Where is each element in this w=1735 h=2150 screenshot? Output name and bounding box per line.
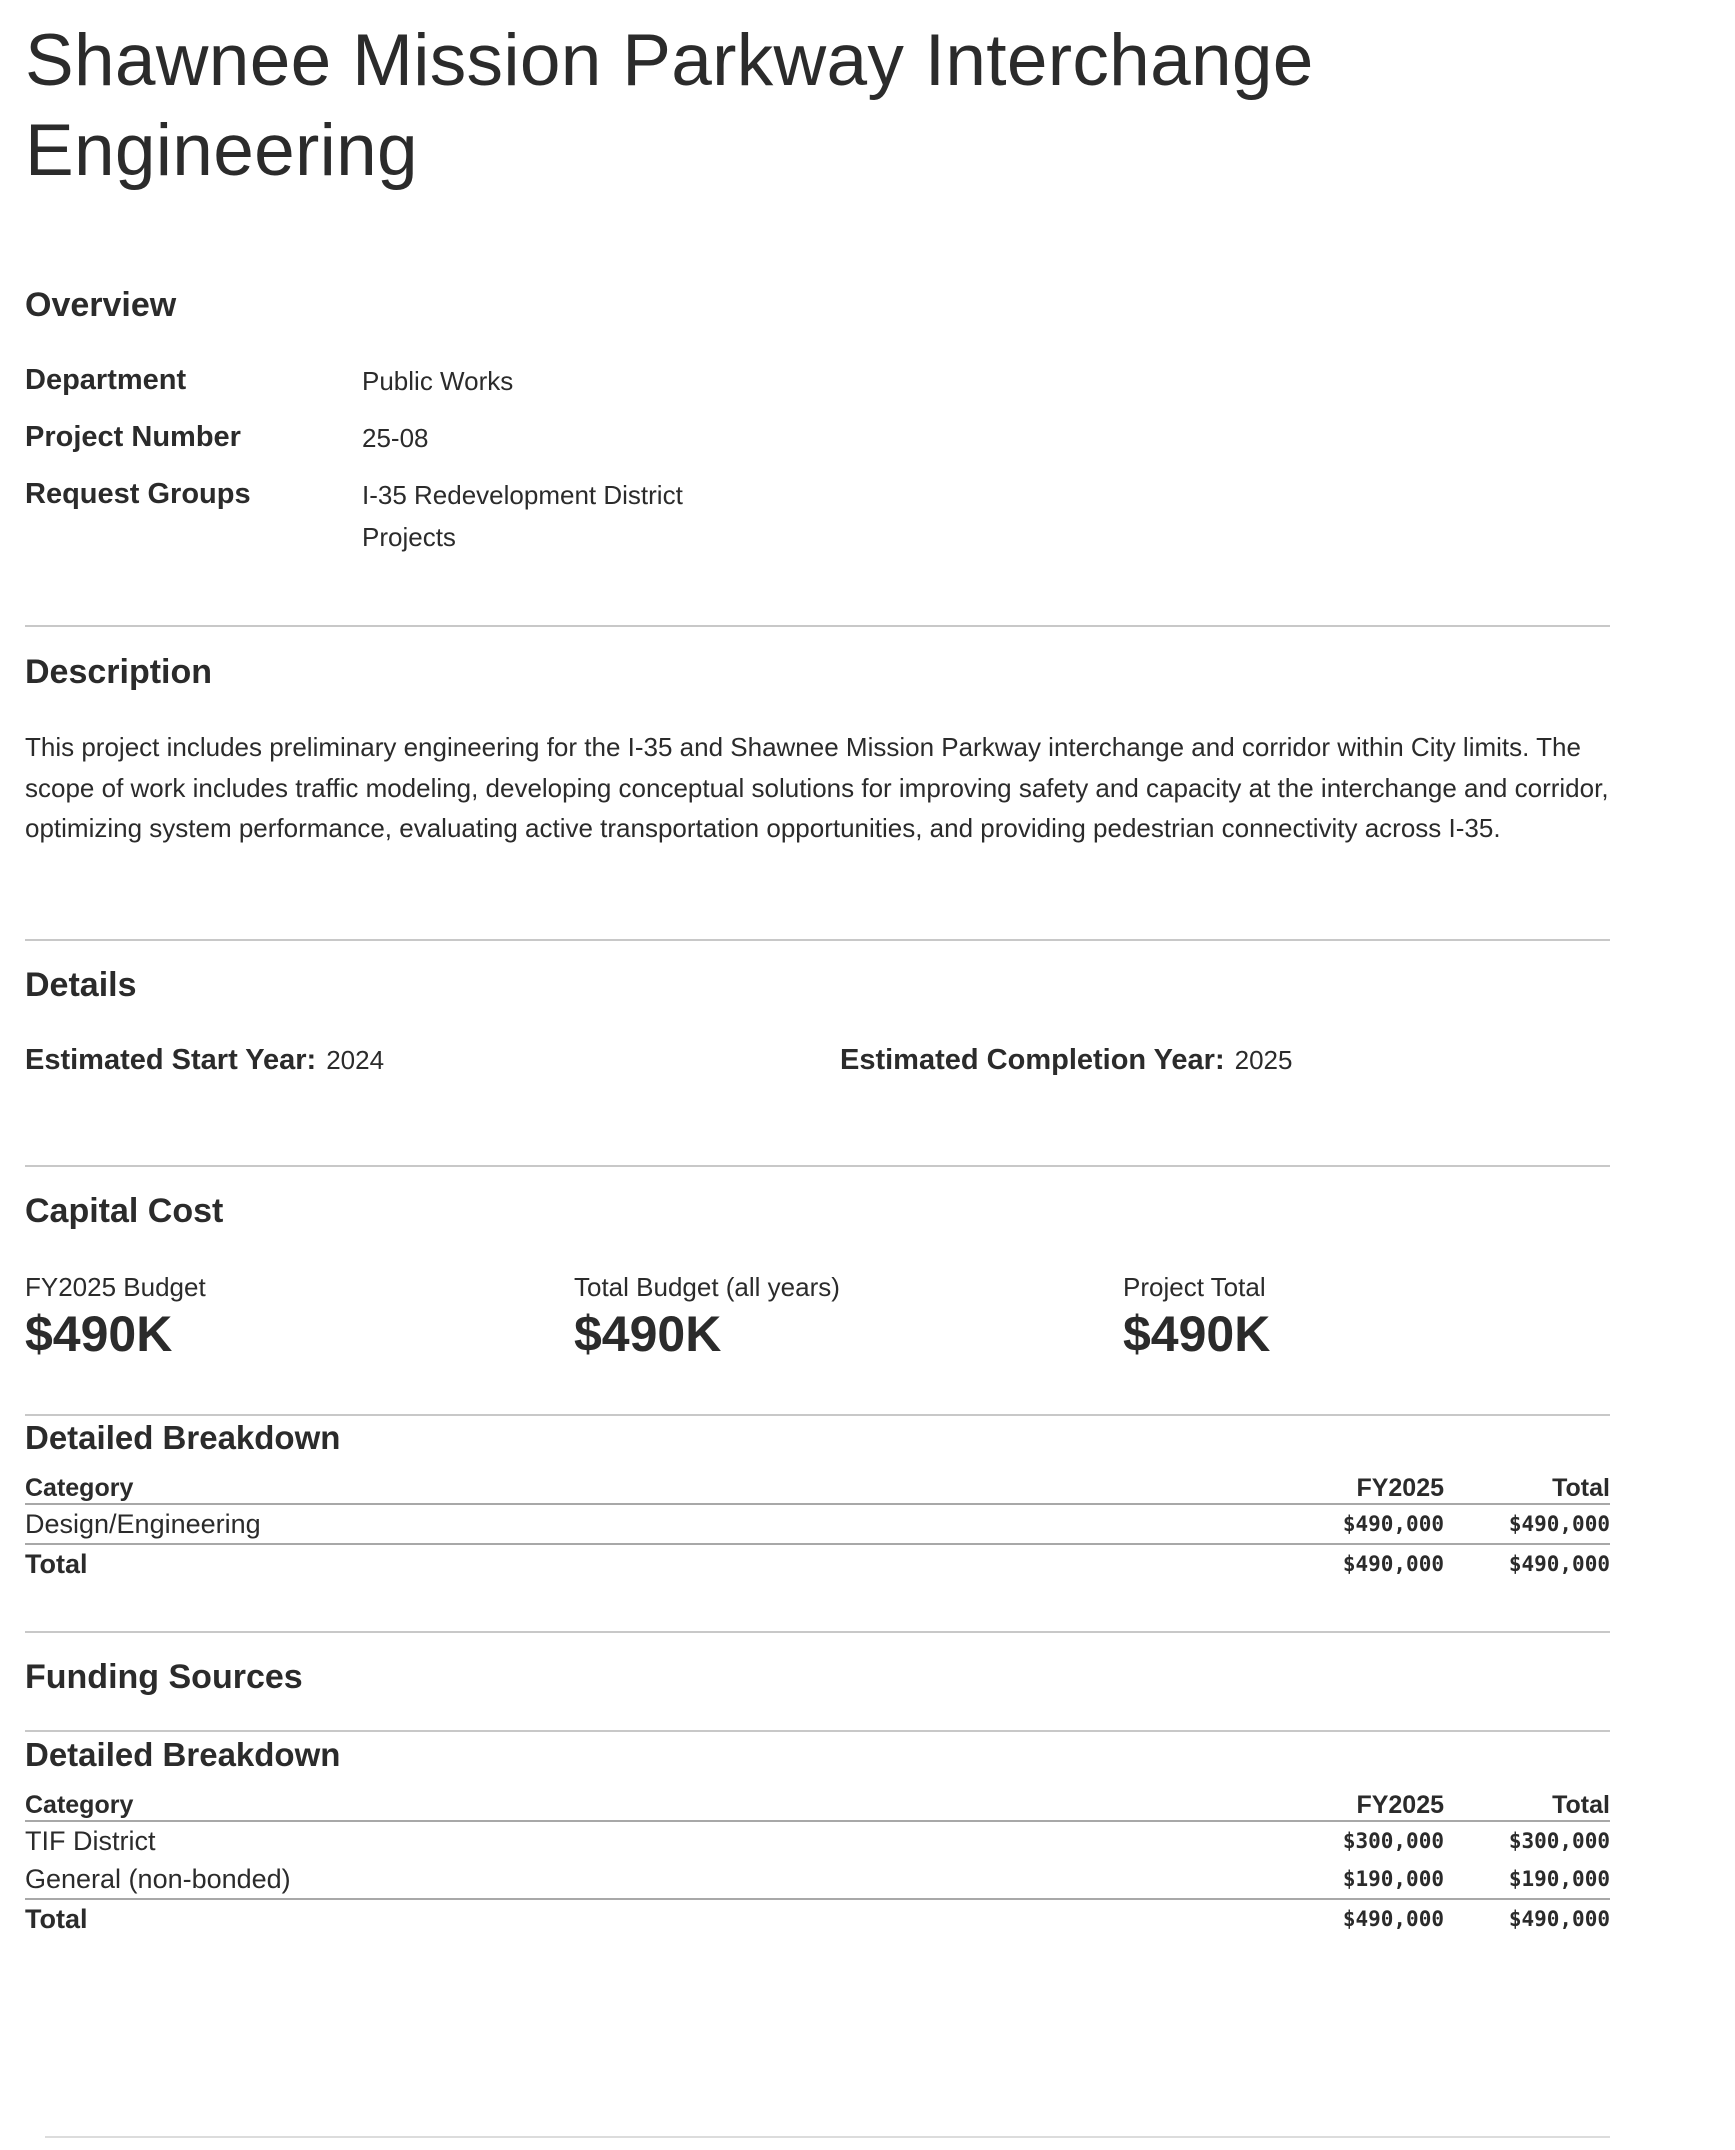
- request-groups-label: Request Groups: [25, 478, 251, 510]
- divider: [25, 1631, 1610, 1633]
- column-header-total: Total: [1444, 1783, 1610, 1821]
- table-header-row: [25, 1783, 1610, 1821]
- column-header-fy2025: FY2025: [1274, 1783, 1444, 1821]
- estimated-start-year: [25, 1040, 384, 1085]
- request-groups-value-line2: Projects: [362, 522, 456, 552]
- total-budget-label: Total Budget (all years): [574, 1272, 840, 1302]
- start-year-label: Estimated Start Year:: [25, 1044, 317, 1076]
- project-number-value: 25-08: [362, 423, 429, 453]
- completion-year-value: 2025: [1234, 1045, 1293, 1075]
- divider: [25, 939, 1610, 941]
- fy-budget-label: FY2025 Budget: [25, 1272, 206, 1302]
- description-text: This project includes preliminary engineering for the I-35 and Shawnee Mission Parkway interchange and corridor within City limits. The scope of work includes traffic modeling, developing conceptual solutions for improving safety and capacity at the interchange and corridor, optimizing system performance, evaluating active transportation opportunities, and providing pedestrian connectivity across I-35.: [25, 732, 1609, 843]
- table-total-row: [25, 1544, 1610, 1583]
- divider: [25, 1730, 1610, 1732]
- total-row-fy2025: $490,000: [1274, 1544, 1444, 1583]
- request-groups-value: [362, 474, 683, 558]
- row-total: $190,000: [1508, 1867, 1610, 1891]
- total-row-category: Total: [25, 1544, 1274, 1583]
- divider: [25, 1165, 1610, 1167]
- request-groups-value-line1: I-35 Redevelopment District: [362, 480, 683, 510]
- estimated-completion-year: [840, 1040, 1292, 1085]
- project-total-value: $490K: [1123, 1306, 1271, 1362]
- project-total-label: Project Total: [1123, 1272, 1266, 1302]
- details-heading: Details: [25, 966, 137, 1004]
- table-row: [25, 1504, 1610, 1544]
- capital-breakdown-heading: Detailed Breakdown: [25, 1419, 341, 1456]
- table-total-row: [25, 1899, 1610, 1938]
- column-header-category: Category: [25, 1783, 1274, 1821]
- funding-breakdown-heading: Detailed Breakdown: [25, 1736, 341, 1773]
- column-header-category: Category: [25, 1466, 1274, 1504]
- row-fy2025: $190,000: [1342, 1867, 1444, 1891]
- page-title: Shawnee Mission Parkway Interchange Engineering: [25, 20, 1314, 191]
- description-heading: Description: [25, 653, 213, 691]
- project-number-label: Project Number: [25, 421, 241, 453]
- capital-breakdown-table: [25, 1466, 1610, 1583]
- total-row-category: Total: [25, 1899, 1274, 1938]
- column-header-fy2025: FY2025: [1274, 1466, 1444, 1504]
- row-category: Design/Engineering: [25, 1508, 261, 1539]
- table-row: [25, 1821, 1610, 1860]
- start-year-value: 2024: [326, 1045, 385, 1075]
- overview-heading: Overview: [25, 286, 177, 324]
- total-row-fy2025: $490,000: [1274, 1899, 1444, 1938]
- funding-breakdown-table: [25, 1783, 1610, 1938]
- department-value: Public Works: [362, 366, 514, 396]
- row-total: $490,000: [1508, 1512, 1610, 1536]
- divider: [25, 1414, 1610, 1416]
- capital-cost-heading: Capital Cost: [25, 1192, 224, 1230]
- column-header-total: Total: [1444, 1466, 1610, 1504]
- row-category: General (non-bonded): [25, 1863, 291, 1894]
- total-row-total: $490,000: [1444, 1899, 1610, 1938]
- row-fy2025: $490,000: [1342, 1512, 1444, 1536]
- row-fy2025: $300,000: [1342, 1829, 1444, 1853]
- funding-sources-heading: Funding Sources: [25, 1658, 303, 1696]
- department-label: Department: [25, 364, 187, 396]
- table-header-row: [25, 1466, 1610, 1504]
- divider: [25, 625, 1610, 627]
- fy-budget-value: $490K: [25, 1306, 173, 1362]
- table-row: [25, 1860, 1610, 1899]
- row-category: TIF District: [25, 1825, 156, 1856]
- row-total: $300,000: [1508, 1829, 1610, 1853]
- completion-year-label: Estimated Completion Year:: [840, 1044, 1225, 1076]
- footer-divider: [45, 2136, 1610, 2138]
- total-budget-value: $490K: [574, 1306, 722, 1362]
- total-row-total: $490,000: [1444, 1544, 1610, 1583]
